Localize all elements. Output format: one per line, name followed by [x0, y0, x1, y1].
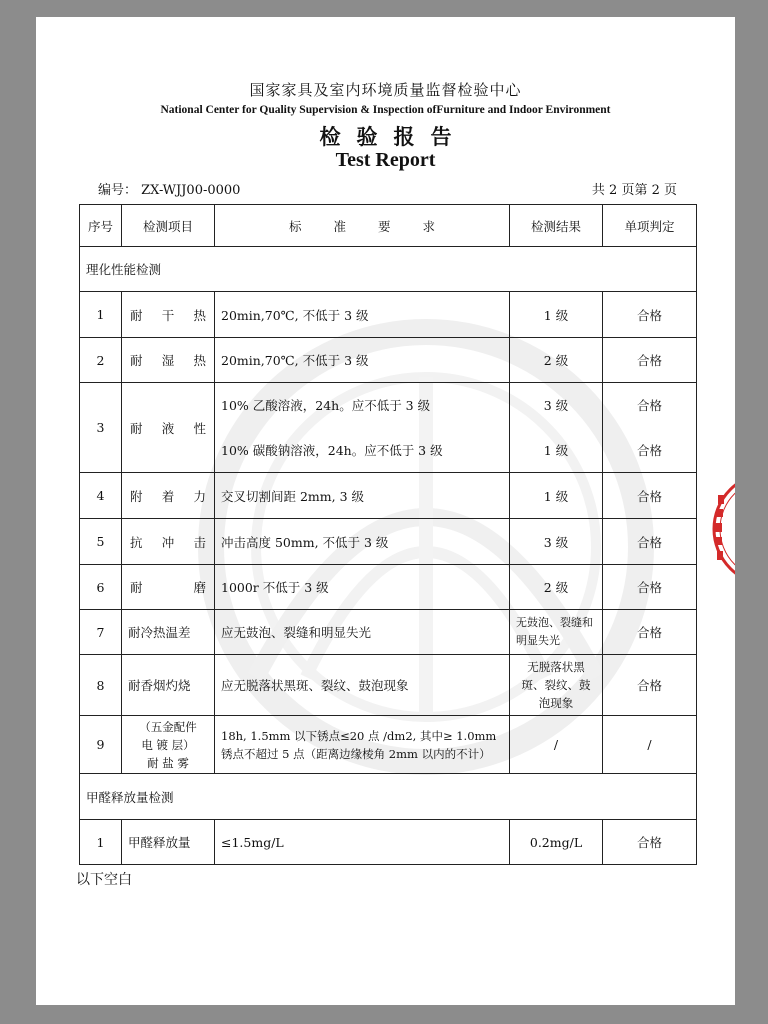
row-requirement: 1000r 不低于 3 级	[215, 565, 510, 610]
row-verdict: 合格	[603, 820, 697, 865]
row-result: 0.2mg/L	[510, 820, 603, 865]
row-result: 3 级	[510, 519, 603, 565]
row-verdict: 合格	[603, 655, 697, 716]
table-row	[80, 610, 697, 655]
col-header-verdict: 单项判定	[603, 205, 697, 247]
table-row	[80, 716, 697, 774]
row-item: 耐干热	[122, 292, 215, 338]
row-item: 耐液性	[122, 383, 215, 473]
row-item: 抗冲击	[122, 519, 215, 565]
row-verdict: 合格	[603, 473, 697, 519]
row-no: 7	[80, 610, 122, 655]
item-line-1: （五金配件	[139, 719, 197, 734]
row-no: 4	[80, 473, 122, 519]
report-title-cn: 检验报告	[319, 124, 468, 149]
col-header-result: 检测结果	[510, 205, 603, 247]
row-no: 2	[80, 338, 122, 383]
report-page	[36, 17, 735, 1005]
row-verdict: 合格	[603, 292, 697, 338]
row-verdict: 合格	[603, 565, 697, 610]
report-title-en: Test Report	[335, 149, 436, 171]
row-result: 1 级	[510, 473, 603, 519]
row-result: 无脱落状黑斑、裂纹、鼓泡现象	[510, 655, 603, 716]
row-no: 9	[80, 716, 122, 774]
row-verdict: 合格	[603, 338, 697, 383]
row-result: 2 级	[510, 565, 603, 610]
row-result: 3 级	[510, 383, 603, 428]
table-row	[80, 519, 697, 565]
blank-note: 以下空白	[76, 872, 132, 888]
table-header-row	[80, 205, 697, 247]
report-number: 编号： ZX-WJJ00-0000	[98, 183, 241, 198]
row-result: 无鼓泡、裂缝和明显失光	[510, 610, 603, 655]
row-no: 6	[80, 565, 122, 610]
table-row	[80, 473, 697, 519]
table-row	[80, 820, 697, 865]
page-info: 共 2 页第 2 页	[591, 183, 677, 198]
row-requirement: 20min,70℃, 不低于 3 级	[215, 292, 510, 338]
row-item	[122, 716, 215, 774]
row-item: 耐冷热温差	[122, 610, 215, 655]
row-verdict: 合格	[603, 383, 697, 428]
section-title-physchem: 理化性能检测	[80, 247, 697, 292]
row-requirement: 20min,70℃, 不低于 3 级	[215, 338, 510, 383]
row-requirement: 应无鼓泡、裂缝和明显失光	[215, 610, 510, 655]
table-row	[80, 655, 697, 716]
row-verdict-2: 合格	[603, 428, 697, 473]
test-results-table	[79, 204, 697, 865]
table-row	[80, 292, 697, 338]
row-no: 8	[80, 655, 122, 716]
inspection-stamp	[700, 469, 735, 589]
row-requirement: 交叉切割间距 2mm, 3 级	[215, 473, 510, 519]
row-verdict: 合格	[603, 610, 697, 655]
col-header-item: 检测项目	[122, 205, 215, 247]
section-row	[80, 774, 697, 820]
row-requirement: 18h, 1.5mm 以下锈点≤20 点 /dm2, 其中≥ 1.0mm 锈点不超过 5 点（距离边缘棱角 2mm 以内的不计）	[215, 716, 510, 774]
row-item: 附着力	[122, 473, 215, 519]
org-name-en: National Center for Quality Supervision & Inspection ofFurniture and Indoor Environment	[160, 104, 611, 116]
row-no: 1	[80, 292, 122, 338]
row-no: 1	[80, 820, 122, 865]
row-no: 5	[80, 519, 122, 565]
row-no: 3	[80, 383, 122, 473]
row-item: 耐湿热	[122, 338, 215, 383]
row-requirement: ≤1.5mg/L	[215, 820, 510, 865]
row-requirement: 冲击高度 50mm, 不低于 3 级	[215, 519, 510, 565]
section-row	[80, 247, 697, 292]
row-result-2: 1 级	[510, 428, 603, 473]
row-verdict: 合格	[603, 519, 697, 565]
row-verdict: /	[603, 716, 697, 774]
section-title-formaldehyde: 甲醛释放量检测	[80, 774, 697, 820]
table-row	[80, 383, 697, 428]
row-result: 1 级	[510, 292, 603, 338]
table-row	[80, 565, 697, 610]
org-name-cn: 国家家具及室内环境质量监督检验中心	[249, 81, 522, 99]
row-result: 2 级	[510, 338, 603, 383]
row-requirement-2: 10% 碳酸钠溶液，24h。应不低于 3 级	[215, 428, 510, 473]
col-header-no: 序号	[80, 205, 122, 247]
row-requirement: 应无脱落状黑斑、裂纹、鼓泡现象	[215, 655, 510, 716]
col-header-requirement: 标 准 要 求	[215, 205, 510, 247]
item-line-2: 电 镀 层）	[141, 737, 195, 752]
row-result: /	[510, 716, 603, 774]
row-item: 耐磨	[122, 565, 215, 610]
row-item: 甲醛释放量	[122, 820, 215, 865]
row-item: 耐香烟灼烧	[122, 655, 215, 716]
item-line-3: 耐 盐 雾	[147, 755, 189, 770]
table-row	[80, 338, 697, 383]
row-requirement: 10% 乙酸溶液，24h。应不低于 3 级	[215, 383, 510, 428]
